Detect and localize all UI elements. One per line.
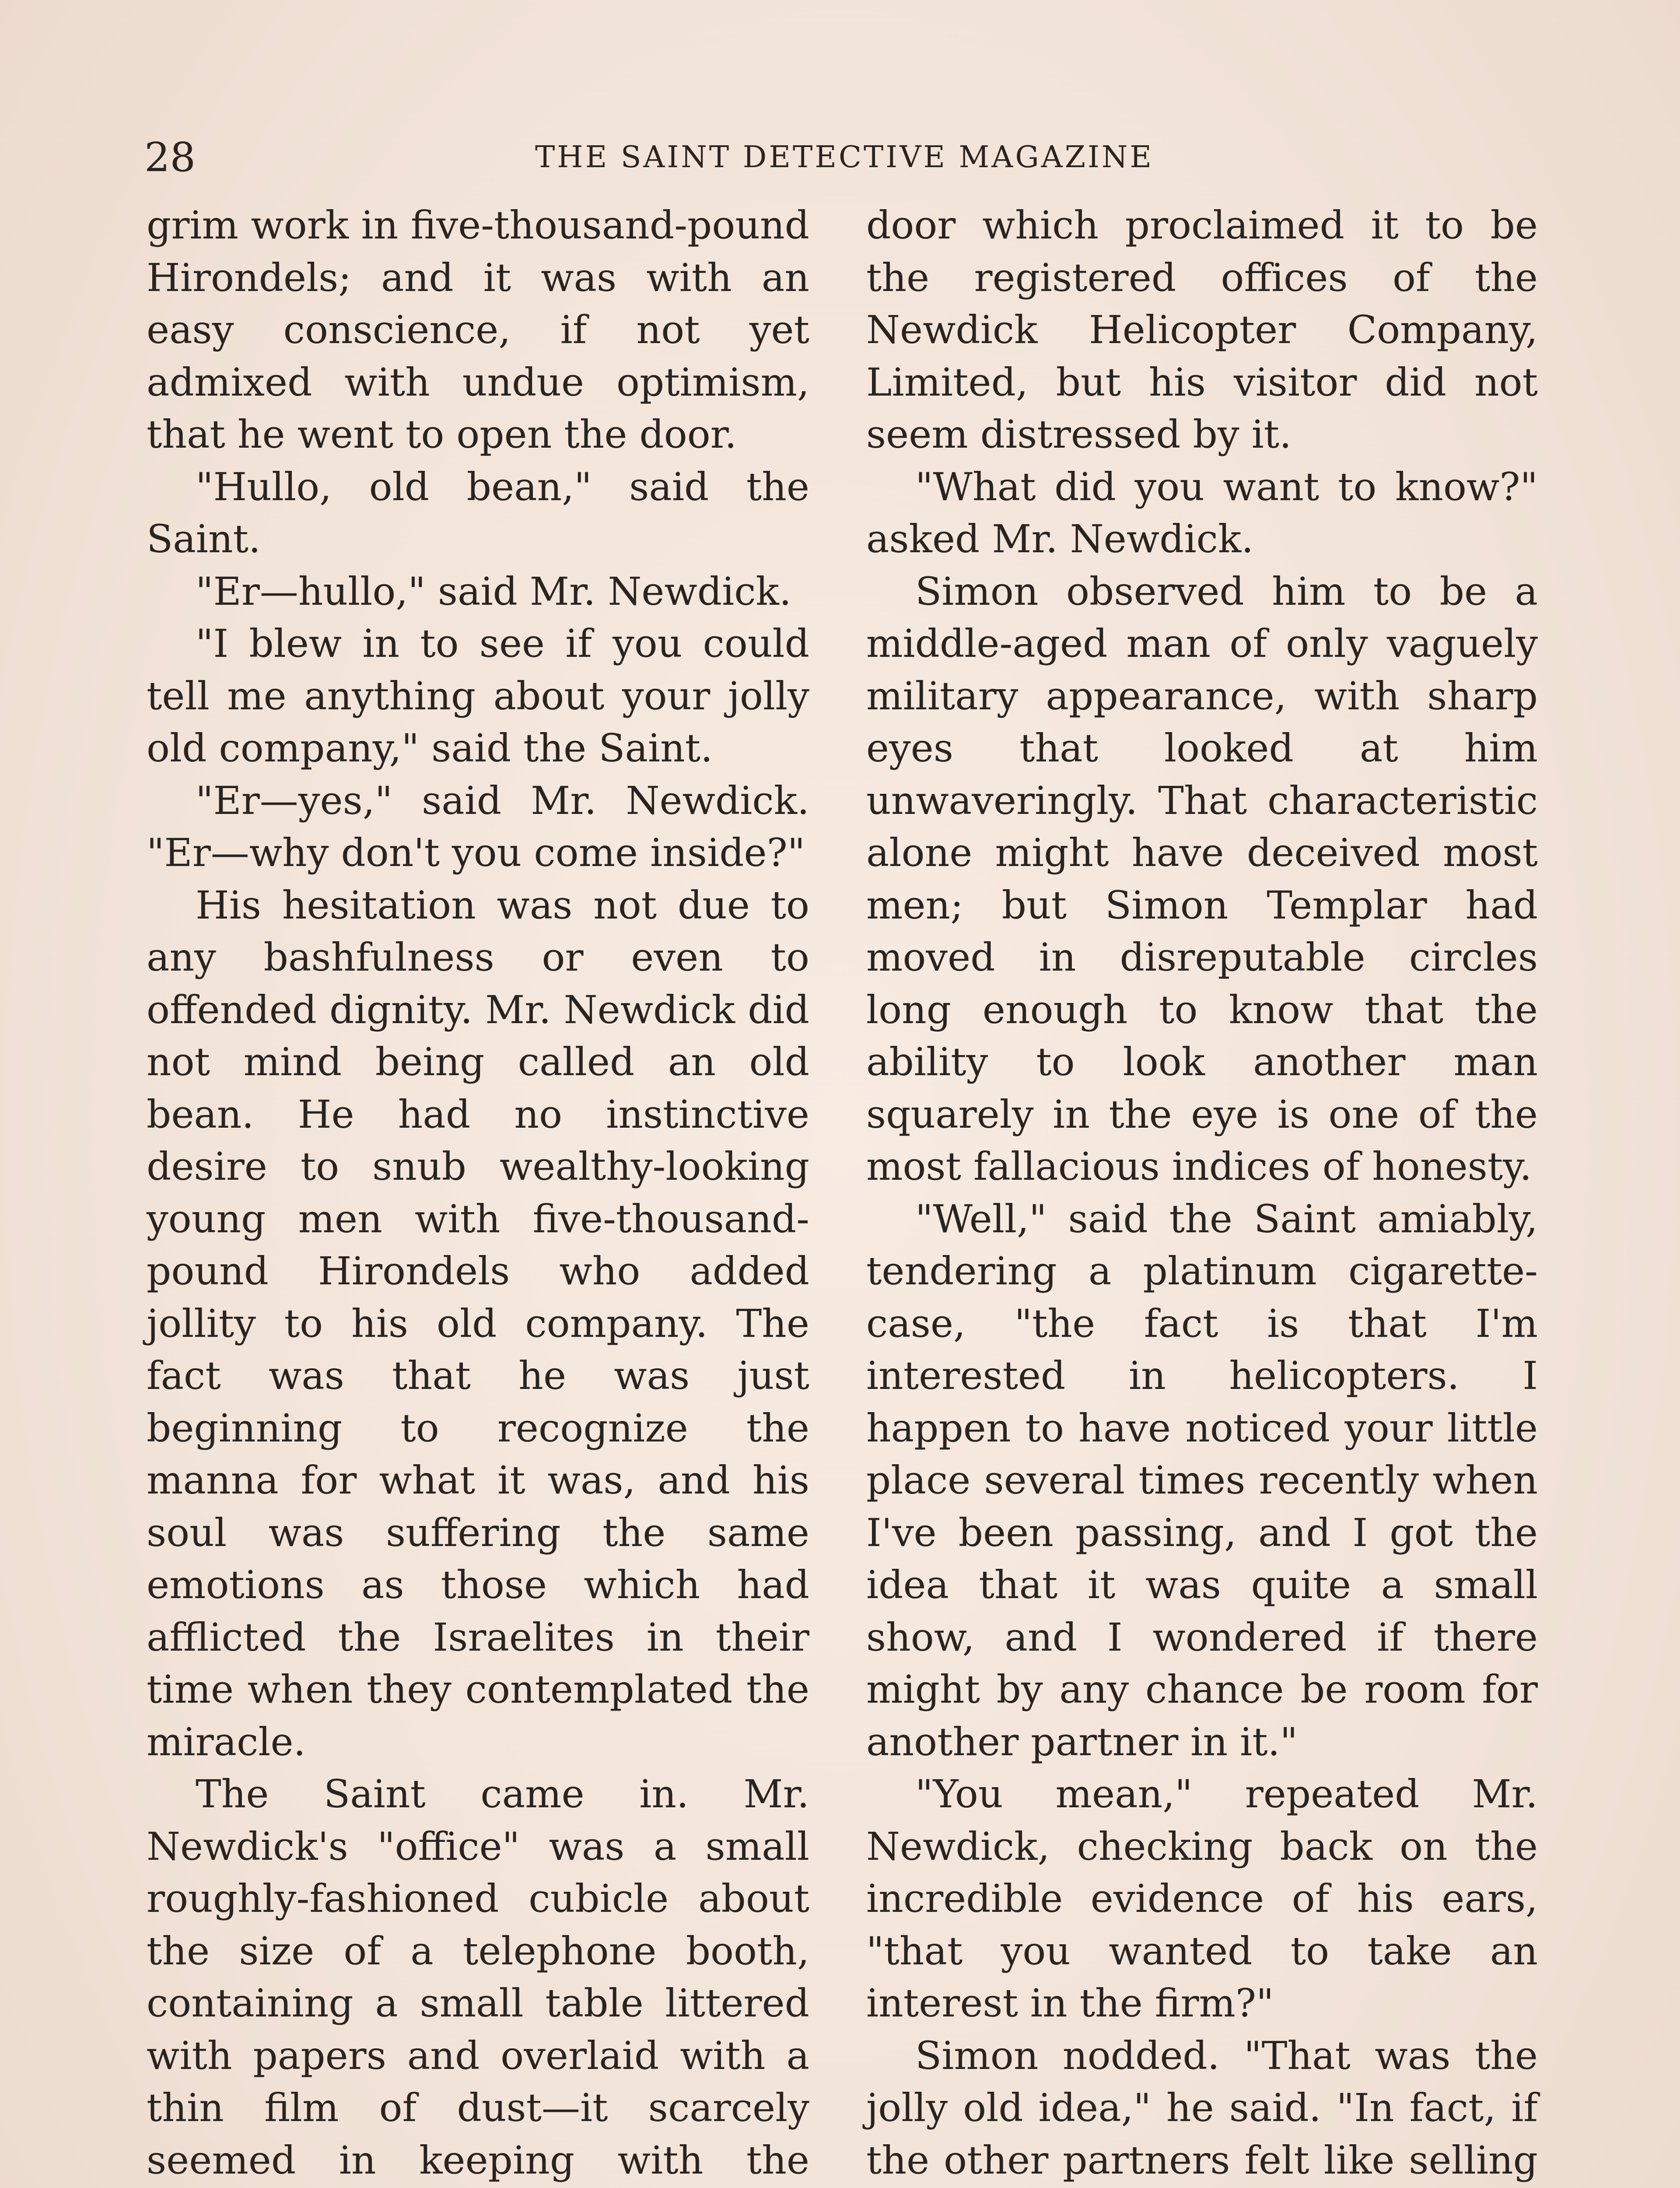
paragraph: His hesitation was not due to any bashfulness or even to offended dignity. Mr. Newdick did not mind being called an old bean. He had no instinctive desire to snub wealthy-looking young men with five-thousand-pound Hirondels who added jollity to his old company. The fact was that he was just beginning to recognize the manna for what it was, and his soul was suffering the same emotions as those which had afflicted the Israelites in their time when they contemplated the miracle. [147,882,809,1764]
paragraph: "What did you want to know?" asked Mr. Newdick. [866,464,1538,561]
paragraph: door which proclaimed it to be the registered offices of the Newdick Helicopter Company, Limited, but his visitor did not seem distressed by it. [866,203,1538,457]
magazine-title: THE SAINT DETECTIVE MAGAZINE [535,140,1154,175]
paragraph: "Er—yes," said Mr. Newdick. "Er—why don't you come inside?" [147,778,809,875]
paragraph: "Hullo, old bean," said the Saint. [147,464,809,561]
page-number: 28 [144,134,196,181]
paragraph: "Well," said the Saint amiably, tendering a platinum cigarette-case, "the fact is that I'm interested in helicopters. I happen to have noticed your little place several times recently when I've been passing, and I got the idea that it was quite a small show, and I wondered if there might by any chance be room for another partner in it." [866,1196,1538,1764]
right-text-column [866,199,1538,2188]
left-text-column [147,199,809,2188]
paragraph: "You mean," repeated Mr. Newdick, checking back on the incredible evidence of his ears, "that you wanted to take an interest in the firm?" [866,1771,1538,2026]
paragraph: The Saint came in. Mr. Newdick's "office" was a small roughly-fashioned cubicle about the size of a telephone booth, containing a small table littered with papers and overlaid with a thin film of dust—it scarcely seemed in keeping with the [147,1771,809,2183]
paragraph: "Er—hullo," said Mr. Newdick. [196,568,791,614]
paragraph: grim work in five-thousand-pound Hirondels; and it was with an easy conscience, if not yet admixed with undue optimism, that he went to open the door. [147,203,809,457]
paragraph: Simon nodded. "That was the jolly old idea," he said. "In fact, if the other partners felt like selling [866,2033,1538,2183]
running-header [144,131,1544,184]
paragraph: "I blew in to see if you could tell me anything about your jolly old company," said the Saint. [147,621,809,771]
paragraph: Simon observed him to be a middle-aged man of only vaguely military appearance, with sharp eyes that looked at him unwaveringly. That characteristic alone might have deceived most men; but Simon Templar had moved in disreputable circles long enough to know that the ability to look another man squarely in the eye is one of the most fallacious indices of honesty. [866,568,1538,1189]
